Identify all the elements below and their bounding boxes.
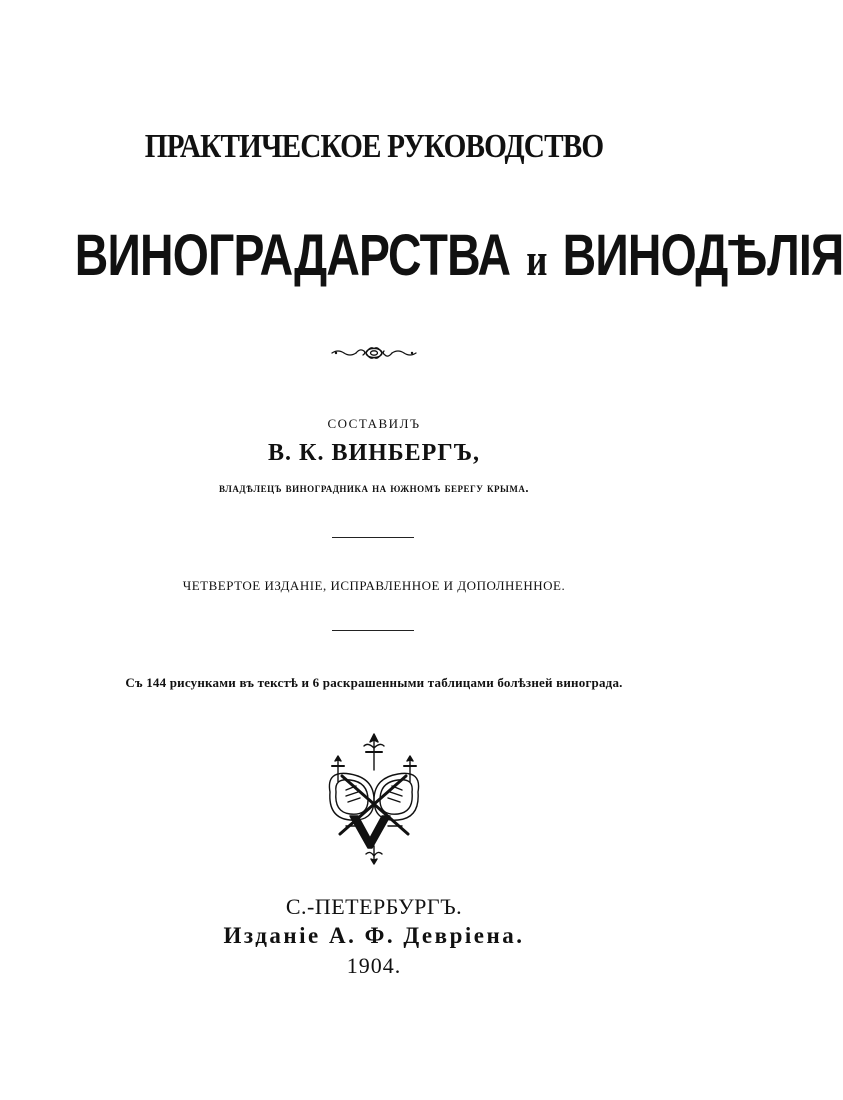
publication-city: С.-ПЕТЕРБУРГЪ.	[285, 894, 463, 919]
scroll-ornament-icon	[330, 343, 418, 363]
publisher-name: Изданіе А. Ф. Девріена.	[223, 923, 525, 948]
main-title	[74, 222, 843, 289]
compiled-by-label: СОСТАВИЛЪ	[327, 416, 421, 431]
divider-rule	[332, 630, 414, 631]
illustrations-note: Съ 144 рисунками въ текстѣ и 6 раскрашенными таблицами болѣзней винограда.	[125, 675, 623, 690]
author-description: владѣлецъ виноградника на южномъ берегу крыма.	[219, 481, 529, 495]
publisher-monogram-emblem	[316, 730, 432, 864]
edition-note: ЧЕТВЕРТОЕ ИЗДАНІЕ, ИСПРАВЛЕННОЕ И ДОПОЛНЕННОЕ.	[182, 578, 566, 593]
publication-year: 1904.	[346, 953, 402, 978]
title-part-1: ВИНОГРАДАРСТВА	[74, 223, 511, 288]
subtitle-top: ПРАКТИЧЕСКОЕ РУКОВОДСТВО	[144, 128, 604, 165]
title-conjunction: и	[526, 234, 547, 285]
title-part-2: ВИНОДѢЛІЯ	[562, 223, 843, 288]
author-name: В. К. ВИНБЕРГЪ,	[268, 440, 480, 466]
divider-rule	[332, 537, 414, 538]
